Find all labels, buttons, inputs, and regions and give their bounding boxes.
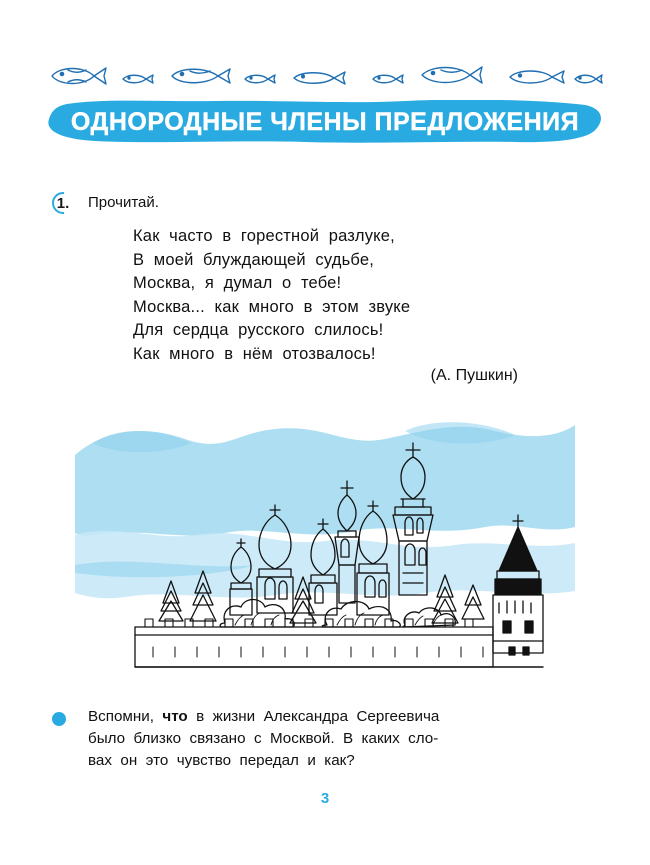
poem-author: (А. Пушкин) (430, 367, 518, 384)
poem-line: В моей блуждающей судьбе, (133, 250, 374, 269)
exercise-number-badge (52, 192, 78, 218)
poem-line: Москва... как много в этом звуке (133, 297, 411, 316)
poem-text (133, 225, 553, 366)
poem-line: Как много в нём отозвалось! (133, 344, 376, 363)
kremlin-illustration (75, 395, 575, 685)
task-bullet-icon (52, 712, 66, 726)
page-title: ОДНОРОДНЫЕ ЧЛЕНЫ ПРЕДЛОЖЕНИЯ (70, 108, 580, 136)
exercise-number: 1. (56, 195, 70, 212)
fish-border (46, 58, 606, 98)
page-number: 3 (320, 790, 330, 807)
task-line-after: в жизни Александра Сергеевича (187, 708, 440, 725)
task-text (88, 706, 586, 772)
section-banner (45, 100, 605, 144)
poem-line: Москва, я думал о тебе! (133, 274, 342, 292)
task-line: было близко связано с Москвой. В каких сло- (88, 730, 439, 747)
task-line (88, 706, 586, 728)
poem-line: Как часто в горестной разлуке, (133, 227, 395, 245)
task-line: вах он это чувство передал и как? (88, 752, 355, 769)
exercise-instruction: Прочитай. (88, 194, 159, 211)
task-keyword: что (162, 708, 188, 725)
poem-line: Для сердца русского слилось! (133, 321, 384, 339)
task-line-before: Вспомни, (88, 708, 163, 725)
